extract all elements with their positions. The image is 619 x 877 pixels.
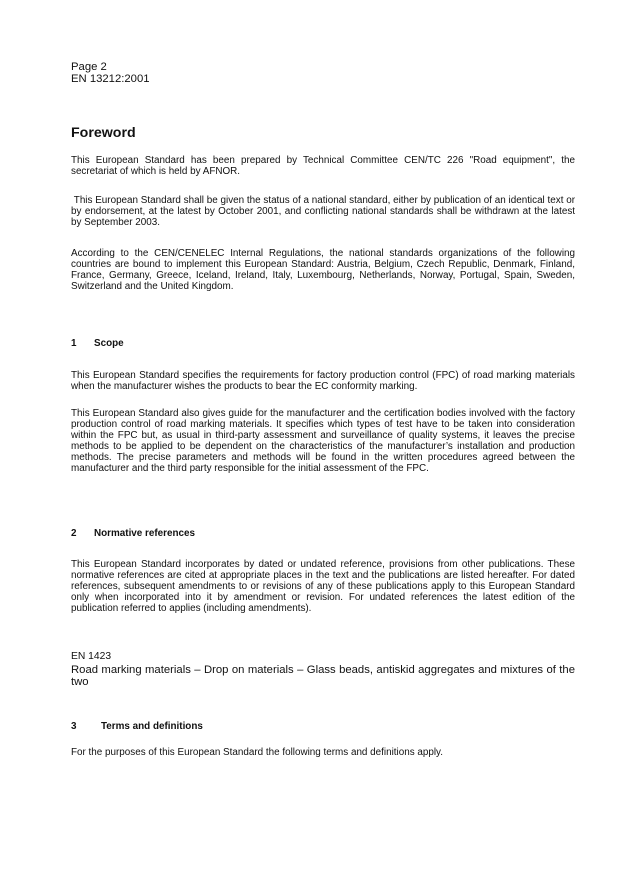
section-number: 1 xyxy=(71,338,77,349)
terms-paragraph: For the purposes of this European Standard the following terms and definitions apply. xyxy=(71,747,443,758)
foreword-title: Foreword xyxy=(71,125,136,141)
foreword-paragraph-1: This European Standard has been prepared by Technical Committee CEN/TC 226 "Road equipment", the secretariat of which is held by AFNOR. xyxy=(71,155,575,178)
section-title: Terms and definitions xyxy=(101,721,203,732)
scope-paragraph-2: This European Standard also gives guide for the manufacturer and the certification bodies involved with the factory production control of road marking materials. It specifies which types of test have to be taken into consideration within the FPC but, as usual in third-party assessment and surveillance of quality systems, it leaves the precise methods to be applied to be dependent on the characteristics of the manufacturer’s installation and production methods. The precise parameters and methods will be found in the written procedures agreed between the manufacturer and the third party responsible for the initial assessment of the FPC. xyxy=(71,408,575,475)
reference-code: EN 1423 xyxy=(71,651,112,662)
section-number: 2 xyxy=(71,528,77,539)
scope-paragraph-1: This European Standard specifies the requirements for factory production control (FPC) of road marking materials when the manufacturer wishes the products to bear the EC conformity marking. xyxy=(71,370,575,393)
section-title: Normative references xyxy=(94,528,195,539)
foreword-paragraph-3: According to the CEN/CENELEC Internal Regulations, the national standards organizations of the following countries are bound to implement this European Standard: Austria, Belgium, Czech Republic, Denmark, Finland, France, Germany, Greece, Iceland, Ireland, Italy, Luxembourg, Netherlands, Norway, Portugal, Spain, Sweden, Switzerland and the United Kingdom. xyxy=(71,248,575,293)
page-number: Page 2 xyxy=(71,61,107,73)
standard-id: EN 13212:2001 xyxy=(71,73,150,85)
reference-title: Road marking materials – Drop on materials – Glass beads, antiskid aggregates and mixtures of the two xyxy=(71,664,575,689)
section-heading-scope xyxy=(71,338,575,350)
section-title: Scope xyxy=(94,338,124,349)
normative-references-paragraph: This European Standard incorporates by dated or undated reference, provisions from other publications. These normative references are cited at appropriate places in the text and the publications are listed hereafter. For dated references, subsequent amendments to or revisions of any of these publications apply to this European Standard only when incorporated into it by amendment or revision. For undated references the latest edition of the publication referred to applies (including amendments). xyxy=(71,559,575,615)
foreword-paragraph-2: This European Standard shall be given the status of a national standard, either by publication of an identical text or by endorsement, at the latest by October 2001, and conflicting national standards shall be withdrawn at the latest by September 2003. xyxy=(71,195,578,229)
section-number: 3 xyxy=(71,721,77,732)
section-heading-terms-and-definitions xyxy=(71,721,575,733)
section-heading-normative-references xyxy=(71,528,575,540)
